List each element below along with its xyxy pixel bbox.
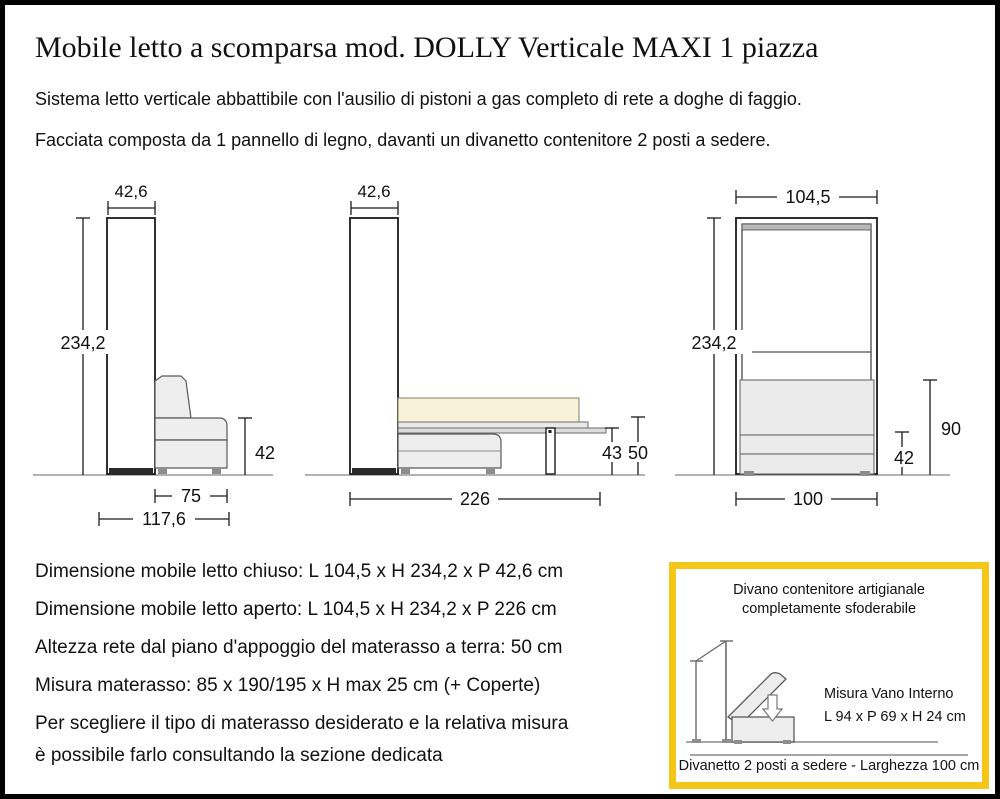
cabinet-top-rail-front (742, 224, 871, 230)
dimlabel-total-depth: 117,6 (142, 509, 186, 529)
callout-foot-mark-2 (722, 739, 731, 743)
dimlabel-open-depth: 226 (459, 489, 491, 509)
sofa-backrest-left (155, 376, 191, 418)
storage-box-foot-2 (783, 740, 791, 744)
technical-drawings (5, 5, 1000, 550)
dimlabel-seat-height-front: 42 (893, 448, 915, 468)
spec-line-1: Dimensione mobile letto chiuso: L 104,5 x H 234,2 x P 42,6 cm (35, 561, 564, 582)
subtitle-line-1: Sistema letto verticale abbattibile con l'ausilio di pistoni a gas completo di rete a doghe di faggio. (35, 89, 802, 109)
drawing-closed-side-view (33, 182, 275, 529)
page-title: Mobile letto a scomparsa mod. DOLLY Verticale MAXI 1 piazza (35, 31, 819, 64)
sofa-foot-middle-2 (486, 468, 495, 474)
bed-support-leg-pin (549, 430, 552, 433)
mattress-middle (398, 398, 579, 422)
dimlabel-seat-height-left: 42 (255, 443, 276, 463)
cabinet-outline-middle (350, 218, 398, 474)
drawing-front-view (675, 187, 961, 509)
sofa-foot-left-1 (158, 468, 167, 474)
dimlabel-depth-middle: 42,6 (357, 182, 391, 201)
storage-sofa-callout (669, 562, 989, 789)
bed-support-leg (546, 428, 555, 474)
storage-box (732, 717, 794, 742)
sofa-foot-middle-1 (401, 468, 410, 474)
dimlabel-height-front: 234,2 (691, 333, 737, 353)
dimlabel-sofa-depth: 75 (180, 486, 202, 506)
drawing-open-side-view (305, 182, 653, 509)
callout-measure-line-1: Misura Vano Interno (824, 686, 954, 702)
dimlabel-back-height-front: 90 (941, 419, 962, 439)
callout-diagram (676, 569, 982, 782)
cabinet-base-left (109, 468, 153, 474)
dimlabel-mattress-height: 50 (627, 443, 649, 463)
bed-frame-rail (398, 428, 606, 433)
sofa-foot-front-2 (860, 471, 870, 476)
dimlabel-sofa-width-front: 100 (792, 489, 824, 509)
subtitle-line-2: Facciata composta da 1 pannello di legno, davanti un divanetto contenitore 2 posti a sedere. (35, 130, 771, 150)
dimlabel-depth-left: 42,6 (114, 182, 148, 201)
sofa-foot-front-1 (744, 471, 754, 476)
dimlabel-slat-height: 43 (601, 443, 623, 463)
cabinet-base-middle (352, 468, 396, 474)
slat-base-middle (398, 422, 588, 428)
callout-heading-line-2: completamente sfoderabile (741, 601, 917, 617)
sofa-base-front (740, 454, 874, 474)
sofa-seat-left (155, 418, 227, 440)
spec-line-5: Per scegliere il tipo di materasso desiderato e la relativa misura (35, 713, 569, 734)
spec-line-4: Misura materasso: 85 x 190/195 x H max 25 cm (+ Coperte) (35, 675, 541, 696)
callout-diagonal-line (696, 641, 726, 661)
sofa-foot-left-2 (212, 468, 221, 474)
dimlabel-width-front: 104,5 (785, 187, 831, 207)
callout-measure-line-2: L 94 x P 69 x H 24 cm (824, 709, 966, 725)
sofa-backrest-front (740, 380, 874, 435)
sofa-seat-front (740, 435, 874, 454)
spec-line-6: è possibile farlo consultando la sezione dedicata (35, 745, 443, 766)
dimlabel-height-left: 234,2 (60, 333, 106, 353)
callout-foot-mark-1 (692, 739, 701, 743)
sofa-base-left (155, 440, 227, 468)
storage-box-foot-1 (734, 740, 742, 744)
callout-heading-line-1: Divano contenitore artigianale (733, 582, 925, 598)
spec-line-3: Altezza rete dal piano d'appoggio del materasso a terra: 50 cm (35, 637, 563, 658)
spec-line-2: Dimensione mobile letto aperto: L 104,5 x H 234,2 x P 226 cm (35, 599, 557, 620)
callout-footer: Divanetto 2 posti a sedere - Larghezza 100 cm (678, 758, 980, 774)
